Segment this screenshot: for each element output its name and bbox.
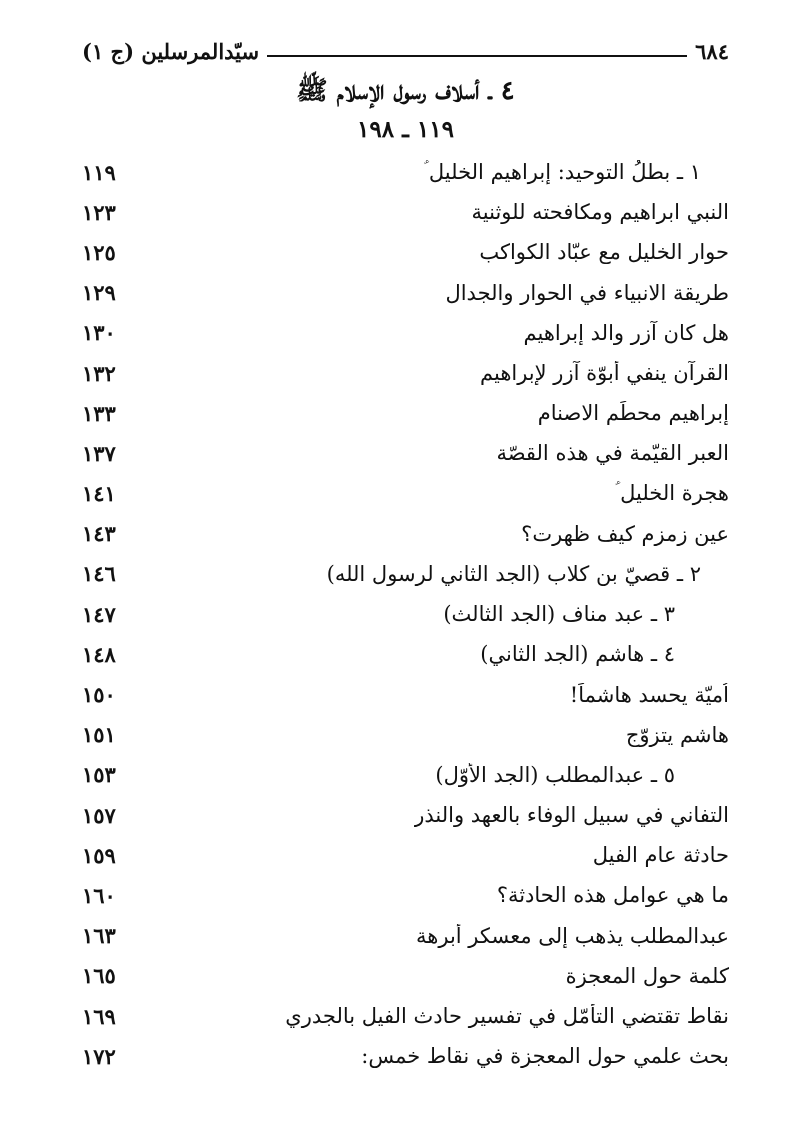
toc-entry-title: حوار الخليل مع عبّاد الكواكب [479,240,729,265]
toc-entry-page: ١٦٠ [82,882,116,908]
toc-entry-page: ١٢٩ [82,280,116,306]
header-rule [267,55,687,57]
toc-entry-title: ما هي عوامل هذه الحادثة؟ [496,883,729,908]
toc-entry-title: بحث علمي حول المعجزة في نقاط خمس: [361,1044,729,1069]
toc-entry [82,273,729,313]
toc-entry-title: حادثة عام الفيل [592,843,729,868]
toc-entry [82,674,729,714]
toc-entry-page: ١٦٩ [82,1003,116,1029]
toc-entry-title: طريقة الانبياء في الحوار والجدال [445,280,729,305]
toc-entry-title: العبر القيّمة في هذه القصّة [496,441,729,466]
toc-entry [82,996,729,1036]
toc-entry-title: ٢ ـ قصيّ بن كلاب (الجد الثاني لرسول الله) [326,561,701,586]
toc-entry-title: القرآن ينفي أبوّة آزر لإبراهيم [480,361,729,386]
toc-entry [82,594,729,634]
toc-entry [82,554,729,594]
toc-entry-title: هاشم يتزوّج [625,722,729,747]
toc-entry [82,433,729,473]
toc-entry-title: عين زمزم كيف ظهرت؟ [521,521,729,546]
toc-entry-title: إبراهيم محطِّم الاصنام [537,401,729,426]
toc-entry [82,152,729,192]
toc-entry [82,1036,729,1076]
toc-entry [82,474,729,514]
toc-entry-title: كلمة حول المعجزة [565,963,729,988]
toc-entry-title: ٤ ـ هاشم (الجد الثاني) [480,642,675,667]
toc-entry-page: ١٣٢ [82,360,116,386]
toc-entry-page: ١٤١ [82,481,116,507]
toc-entry-title: هجرة الخليل ؑ [614,481,729,506]
toc-entry-page: ١٥٧ [82,802,116,828]
toc-entry [82,514,729,554]
running-header [82,30,729,64]
toc-entry-title: ١ ـ بطلُ التوحيد: إبراهيم الخليل ؑ [423,159,701,184]
toc-entry-title: اُميّة يحسد هاشماً! [569,682,729,707]
toc-entry-page: ١١٩ [82,159,116,185]
toc-entry [82,634,729,674]
table-of-contents [82,152,729,1076]
toc-entry-page: ١٢٣ [82,199,116,225]
toc-entry [82,916,729,956]
toc-entry-page: ١٣٠ [82,320,116,346]
toc-entry-page: ١٥٣ [82,762,116,788]
toc-entry-page: ١٦٥ [82,963,116,989]
toc-entry-page: ١٤٧ [82,601,116,627]
toc-entry-page: ١٣٣ [82,400,116,426]
toc-entry-page: ١٣٧ [82,440,116,466]
toc-entry-title: ٥ ـ عبدالمطلب (الجد الأوّل) [435,762,675,787]
book-title: سيّدالمرسلين (ج ١) [82,39,260,64]
toc-entry-title: النبي ابراهيم ومكافحته للوثنية [471,200,729,225]
toc-entry [82,875,729,915]
toc-entry-page: ١٥٠ [82,682,116,708]
toc-entry [82,393,729,433]
toc-entry [82,232,729,272]
toc-entry-title: التفاني في سبيل الوفاء بالعهد والنذر [414,803,729,828]
toc-entry-title: عبدالمطلب يذهب إلى معسكر أبرهة [416,923,729,948]
toc-entry [82,795,729,835]
section-page-range: ١١٩ ـ ١٩٨ [357,116,454,143]
toc-entry [82,956,729,996]
section-title: ٤ ـ أسلاف رسول الإسلام ﷺ [296,76,515,106]
toc-entry-page: ١٦٣ [82,923,116,949]
toc-entry [82,192,729,232]
toc-entry [82,835,729,875]
toc-entry [82,755,729,795]
toc-entry-page: ١٥٩ [82,842,116,868]
toc-entry-title: ٣ ـ عبد مناف (الجد الثالث) [443,602,675,627]
toc-entry-page: ١٧٢ [82,1043,116,1069]
toc-entry [82,353,729,393]
toc-entry-page: ١٤٦ [82,561,116,587]
toc-entry [82,715,729,755]
toc-entry [82,313,729,353]
toc-entry-page: ١٤٣ [82,521,116,547]
toc-entry-page: ١٢٥ [82,239,116,265]
toc-entry-page: ١٥١ [82,722,116,748]
toc-entry-page: ١٤٨ [82,641,116,667]
toc-entry-title: نقاط تقتضي التأمّل في تفسير حادث الفيل بالجدري [285,1004,729,1029]
toc-entry-title: هل كان آزر والد إبراهيم [523,320,729,345]
page-number: ٦٨٤ [695,39,729,64]
